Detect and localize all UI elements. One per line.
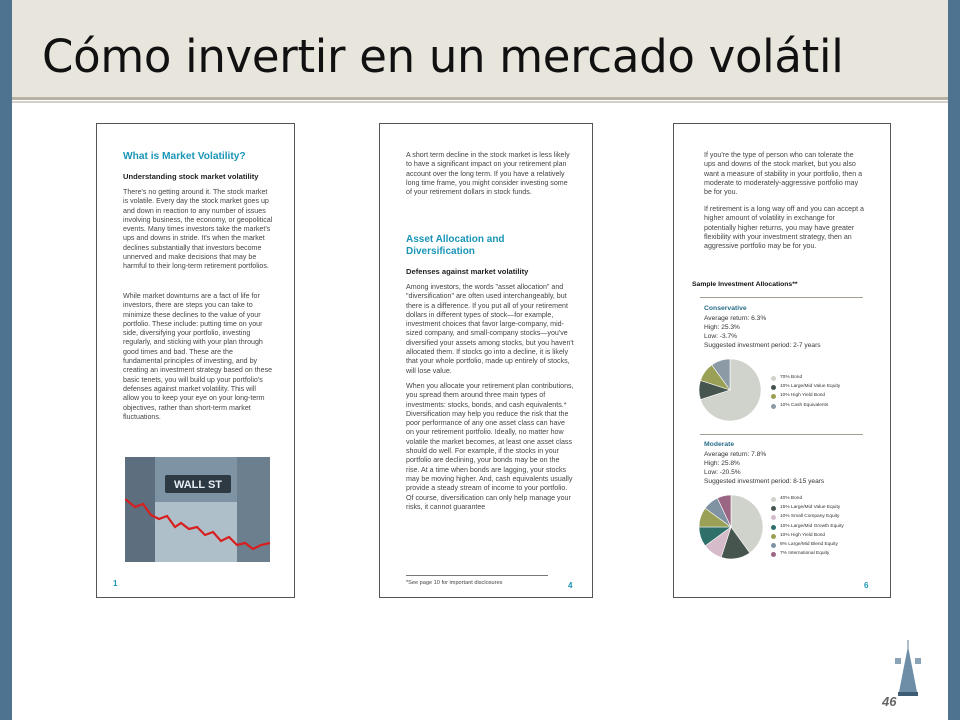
page2-heading: Asset Allocation and Diversification <box>406 234 505 257</box>
page1-subheading: Understanding stock market volatility <box>123 172 259 181</box>
brochure-page-6 <box>673 123 891 598</box>
page2-paragraph-1: Among investors, the words "asset allocation" and "diversification" are often used interchangeably, but there is a difference. If you put all of your retirement dollars in different types of stock—for example, investment choices that favor large-company, mid-sized company, and small-company stocks—you've diversified your assets among stocks, but you haven't allocated them. If stocks go into a decline, it is likely that your whole portfolio, made up entirely of stocks, will lose value. <box>406 283 574 375</box>
conservative-legend-label-1: 10% Large/Mid Value Equity <box>780 384 841 390</box>
brochure-page-4 <box>379 123 593 598</box>
footnote-rule <box>406 575 548 576</box>
conservative-low: Low: -3.7% <box>704 333 737 340</box>
moderate-legend-label-5: 8% Large/Mid Blend Equity <box>780 542 838 547</box>
conservative-legend-label-3: 10% Cash Equivalents <box>780 402 829 408</box>
title-divider <box>12 97 948 100</box>
conservative-period: Suggested investment period: 2-7 years <box>704 342 821 349</box>
moderate-legend-swatch-0 <box>771 497 776 502</box>
wall-street-photo <box>125 457 270 562</box>
moderate-low: Low: -20.5% <box>704 469 741 476</box>
moderate-legend-swatch-3 <box>771 525 776 530</box>
allocations-section-title: Sample Investment Allocations** <box>692 281 798 288</box>
page3-paragraph-1: If you're the type of person who can tolerate the ups and downs of the stock market, but you also want a measure of stability in your portfolio, then a moderate to moderately-aggressive portfolio may be for you. <box>704 151 863 197</box>
conservative-legend-swatch-3 <box>771 404 776 409</box>
page3-number: 6 <box>864 581 869 590</box>
conservative-high: High: 25.3% <box>704 324 740 331</box>
moderate-high: High: 25.8% <box>704 460 740 467</box>
conservative-title: Conservative <box>704 305 747 312</box>
page1-number: 1 <box>113 579 118 588</box>
conservative-legend-swatch-0 <box>771 376 776 381</box>
page2-subheading: Defenses against market volatility <box>406 267 529 276</box>
conservative-legend-swatch-1 <box>771 385 776 390</box>
moderate-legend-label-3: 10% Large/Mid Growth Equity <box>780 523 844 529</box>
moderate-legend-label-2: 10% Small Company Equity <box>780 514 840 520</box>
page2-paragraph-2: When you allocate your retirement plan contributions, you spread them around three main types of investments: stocks, bonds, and cash equivalents.* Diversification may help you reduce the risk that the poor performance of any one asset class can have on your retirement portfolio. Ideally, no matter how volatile the market becomes, at least one asset class should do well. For example, if the stocks in your portfolio are declining, your bonds may be on the rise. At a time when bonds are lagging, your stocks may be moving higher. And, cash equivalents usually provide a steady stream of income to your portfolio. Of course, diversification can only help manage your risks, it cannot guarantee <box>406 382 574 511</box>
page2-number: 4 <box>568 581 573 590</box>
moderate-average: Average return: 7.8% <box>704 451 767 458</box>
allocation-divider <box>700 434 863 435</box>
moderate-legend-label-1: 15% Large/Mid Value Equity <box>780 505 841 511</box>
page2-footnote: *See page 10 for important disclosures <box>406 580 503 586</box>
moderate-legend-swatch-4 <box>771 534 776 539</box>
moderate-pie <box>698 494 764 560</box>
moderate-period: Suggested investment period: 8-15 years <box>704 478 825 485</box>
moderate-legend-swatch-5 <box>771 543 776 548</box>
street-sign-text: WALL ST <box>173 479 223 491</box>
moderate-legend-swatch-1 <box>771 506 776 511</box>
brochure-page-1 <box>96 123 295 598</box>
allocations-rule <box>700 297 863 298</box>
page2-intro: A short term decline in the stock market is less likely to have a significant impact on your retirement plan account over the long term. If you have a relatively long time frame, you might consider investing some of your retirement dollars in stock funds. <box>406 151 570 197</box>
page1-heading: What is Market Volatility? <box>123 151 246 162</box>
slide-title: Cómo invertir en un mercado volátil <box>42 30 844 83</box>
conservative-legend-swatch-2 <box>771 394 776 399</box>
conservative-legend-label-0: 70% Bond <box>780 375 803 380</box>
moderate-legend-swatch-2 <box>771 515 776 520</box>
slide <box>12 0 948 720</box>
page1-paragraph-2: While market downturns are a fact of life for investors, there are steps you can take to minimize these declines to the value of your portfolio. These include: putting time on your side, diversifying your portfolio, investing regularly, and sticking with your plan through good times and bad. These are the fundamental principles of investing, and by creating an investment strategy based on these basic tenets, you will build up your portfolio's defenses against market volatility. This will allow you to keep your eye on your long-term objectives, rather than short-term market fluctuations. <box>123 292 273 421</box>
page3-paragraph-2: If retirement is a long way off and you can accept a higher amount of volatility in exchange for potentially higher returns, you may have greater flexibility with your investment strategy, then an aggressive portfolio may be for you. <box>704 205 864 251</box>
title-divider-secondary <box>12 101 948 103</box>
moderate-title: Moderate <box>704 441 735 448</box>
conservative-pie <box>698 358 762 422</box>
moderate-legend-label-6: 7% International Equity <box>780 551 830 557</box>
slide-number: 46 <box>882 694 897 709</box>
conservative-legend-label-2: 10% High Yield Bond <box>780 393 826 399</box>
moderate-legend-label-4: 10% High Yield Bond <box>780 532 826 538</box>
moderate-legend-label-0: 40% Bond <box>780 496 803 501</box>
page1-paragraph-1: There's no getting around it. The stock market is volatile. Every day the stock market goes up and down in reaction to any number of issues involving business, the economy, or geopolitical events. Many times investors take the market's ups and downs in stride. It's when the market declines substantially that investors become unnerved and make decisions that may be harmful to their long-term retirement portfolios. <box>123 188 273 271</box>
transamerica-pyramid-logo <box>895 640 921 696</box>
conservative-average: Average return: 6.3% <box>704 315 767 322</box>
moderate-legend-swatch-6 <box>771 552 776 557</box>
